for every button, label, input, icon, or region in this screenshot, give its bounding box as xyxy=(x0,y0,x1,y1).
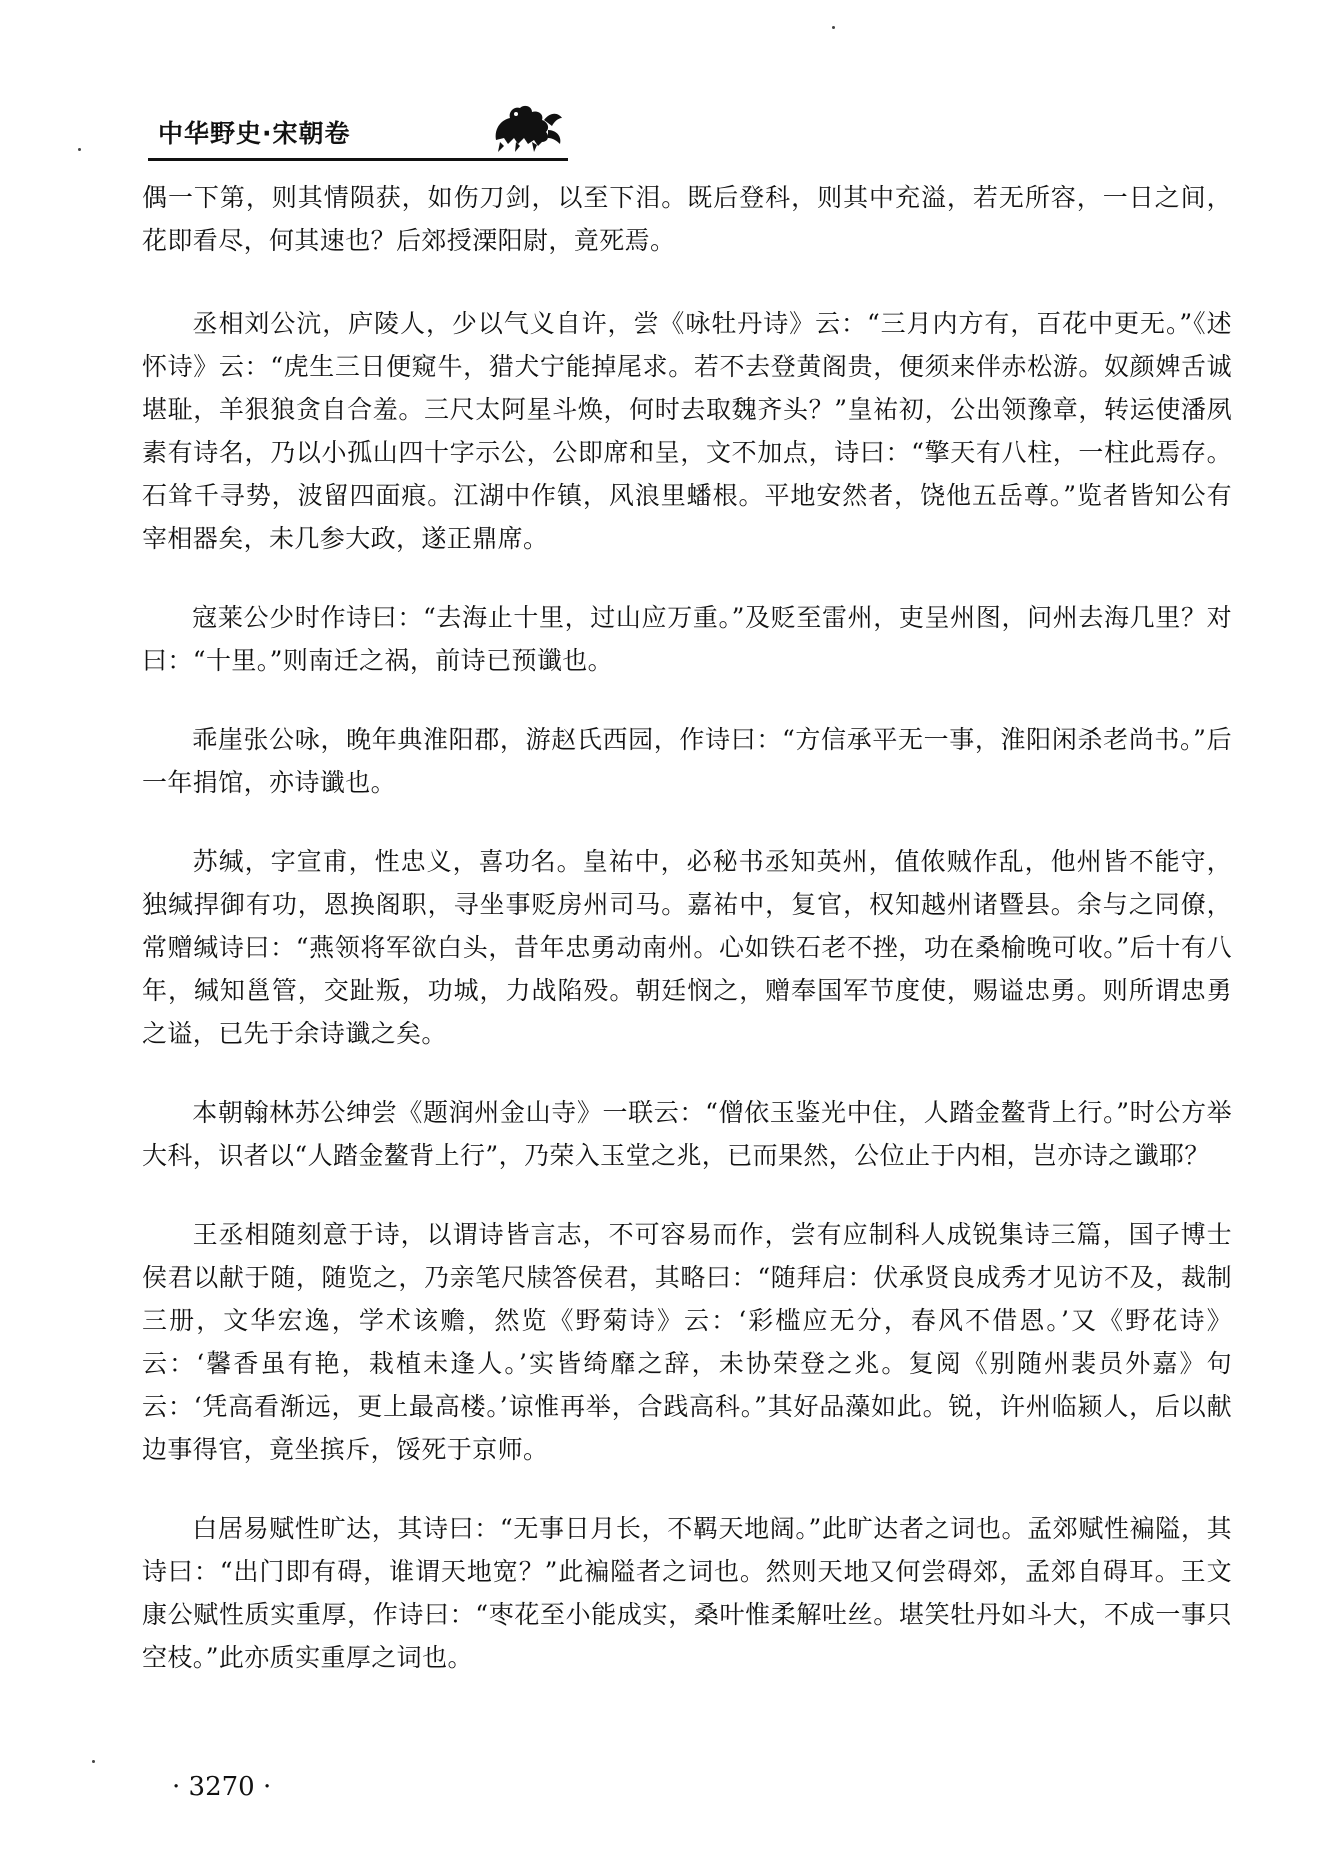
scan-speck xyxy=(832,26,835,29)
book-title: 中华野史·宋朝卷 xyxy=(158,119,351,148)
paragraph: 苏缄，字宣甫，性忠义，喜功名。皇祐中，必秘书丞知英州，值侬贼作乱，他州皆不能守，独缄捍御有功，恩换阁职，寻坐事贬房州司马。嘉祐中，复官，权知越州诸暨县。余与之同僚，常赠缄诗曰：“燕领将军欲白头，昔年忠勇动南州。心如铁石老不挫，功在桑榆晚可收。”后十有八年，缄知邕管，交趾叛，功城，力战陷殁。朝廷悯之，赠奉国军节度使，赐谥忠勇。则所谓忠勇之谥，已先于余诗谶之矣。 xyxy=(142,847,1232,1048)
page-number: · 3270 · xyxy=(172,1772,272,1802)
page-body xyxy=(142,176,1232,1715)
header-rule xyxy=(148,158,568,161)
paragraph: 偶一下第，则其情陨获，如伤刀剑，以至下泪。既后登科，则其中充溢，若无所容，一日之间，花即看尽，何其速也？后郊授溧阳尉，竟死焉。 xyxy=(142,183,1232,255)
paragraph: 乖崖张公咏，晚年典淮阳郡，游赵氏西园，作诗曰：“方信承平无一事，淮阳闲杀老尚书。”后一年捐馆，亦诗谶也。 xyxy=(142,725,1232,797)
paragraph: 丞相刘公沆，庐陵人，少以气义自许，尝《咏牡丹诗》云：“三月内方有，百花中更无。”《述怀诗》云：“虎生三日便窥牛，猎犬宁能掉尾求。若不去登黄阁贵，便须来伴赤松游。奴颜婢舌诚堪耻，羊狠狼贪自合羞。三尺太阿星斗焕，何时去取魏齐头？”皇祐初，公出领豫章，转运使潘夙素有诗名，乃以小孤山四十字示公，公即席和呈，文不加点，诗曰：“擎天有八柱，一柱此焉存。石耸千寻势，波留四面痕。江湖中作镇，风浪里蟠根。平地安然者，饶他五岳尊。”览者皆知公有宰相器矣，未几参大政，遂正鼎席。 xyxy=(142,309,1232,553)
scan-speck xyxy=(78,148,81,151)
running-header xyxy=(148,98,568,164)
paragraph: 王丞相随刻意于诗，以谓诗皆言志，不可容易而作，尝有应制科人成锐集诗三篇，国子博士侯君以献于随，随览之，乃亲笔尺牍答侯君，其略曰：“随拜启：伏承贤良成秀才见访不及，裁制三册，文华宏逸，学术该赡，然览《野菊诗》云：‘彩槛应无分，春风不借恩。’又《野花诗》云：‘馨香虽有艳，栽植未逢人。’实皆绮靡之辞，未协荣登之兆。复阅《别随州裴员外嘉》句云：‘凭高看渐远，更上最高楼。’谅惟再举，合践高科。”其好品藻如此。锐，许州临颍人，后以献边事得官，竟坐摈斥，馁死于京师。 xyxy=(142,1220,1232,1464)
scan-speck xyxy=(92,1760,95,1763)
dragon-emblem-icon xyxy=(488,100,568,156)
paragraph: 寇莱公少时作诗曰：“去海止十里，过山应万重。”及贬至雷州，吏呈州图，问州去海几里？对曰：“十里。”则南迁之祸，前诗已预谶也。 xyxy=(142,603,1232,675)
paragraph: 本朝翰林苏公绅尝《题润州金山寺》一联云：“僧依玉鉴光中住，人踏金鳌背上行。”时公方举大科，识者以“人踏金鳌背上行”，乃荣入玉堂之兆，已而果然，公位止于内相，岂亦诗之谶耶？ xyxy=(142,1098,1232,1170)
paragraph: 白居易赋性旷达，其诗曰：“无事日月长，不羁天地阔。”此旷达者之词也。孟郊赋性褊隘，其诗曰：“出门即有碍，谁谓天地宽？”此褊隘者之词也。然则天地又何尝碍郊，孟郊自碍耳。王文康公赋性质实重厚，作诗曰：“枣花至小能成实，桑叶惟柔解吐丝。堪笑牡丹如斗大，不成一事只空枝。”此亦质实重厚之词也。 xyxy=(142,1514,1232,1672)
